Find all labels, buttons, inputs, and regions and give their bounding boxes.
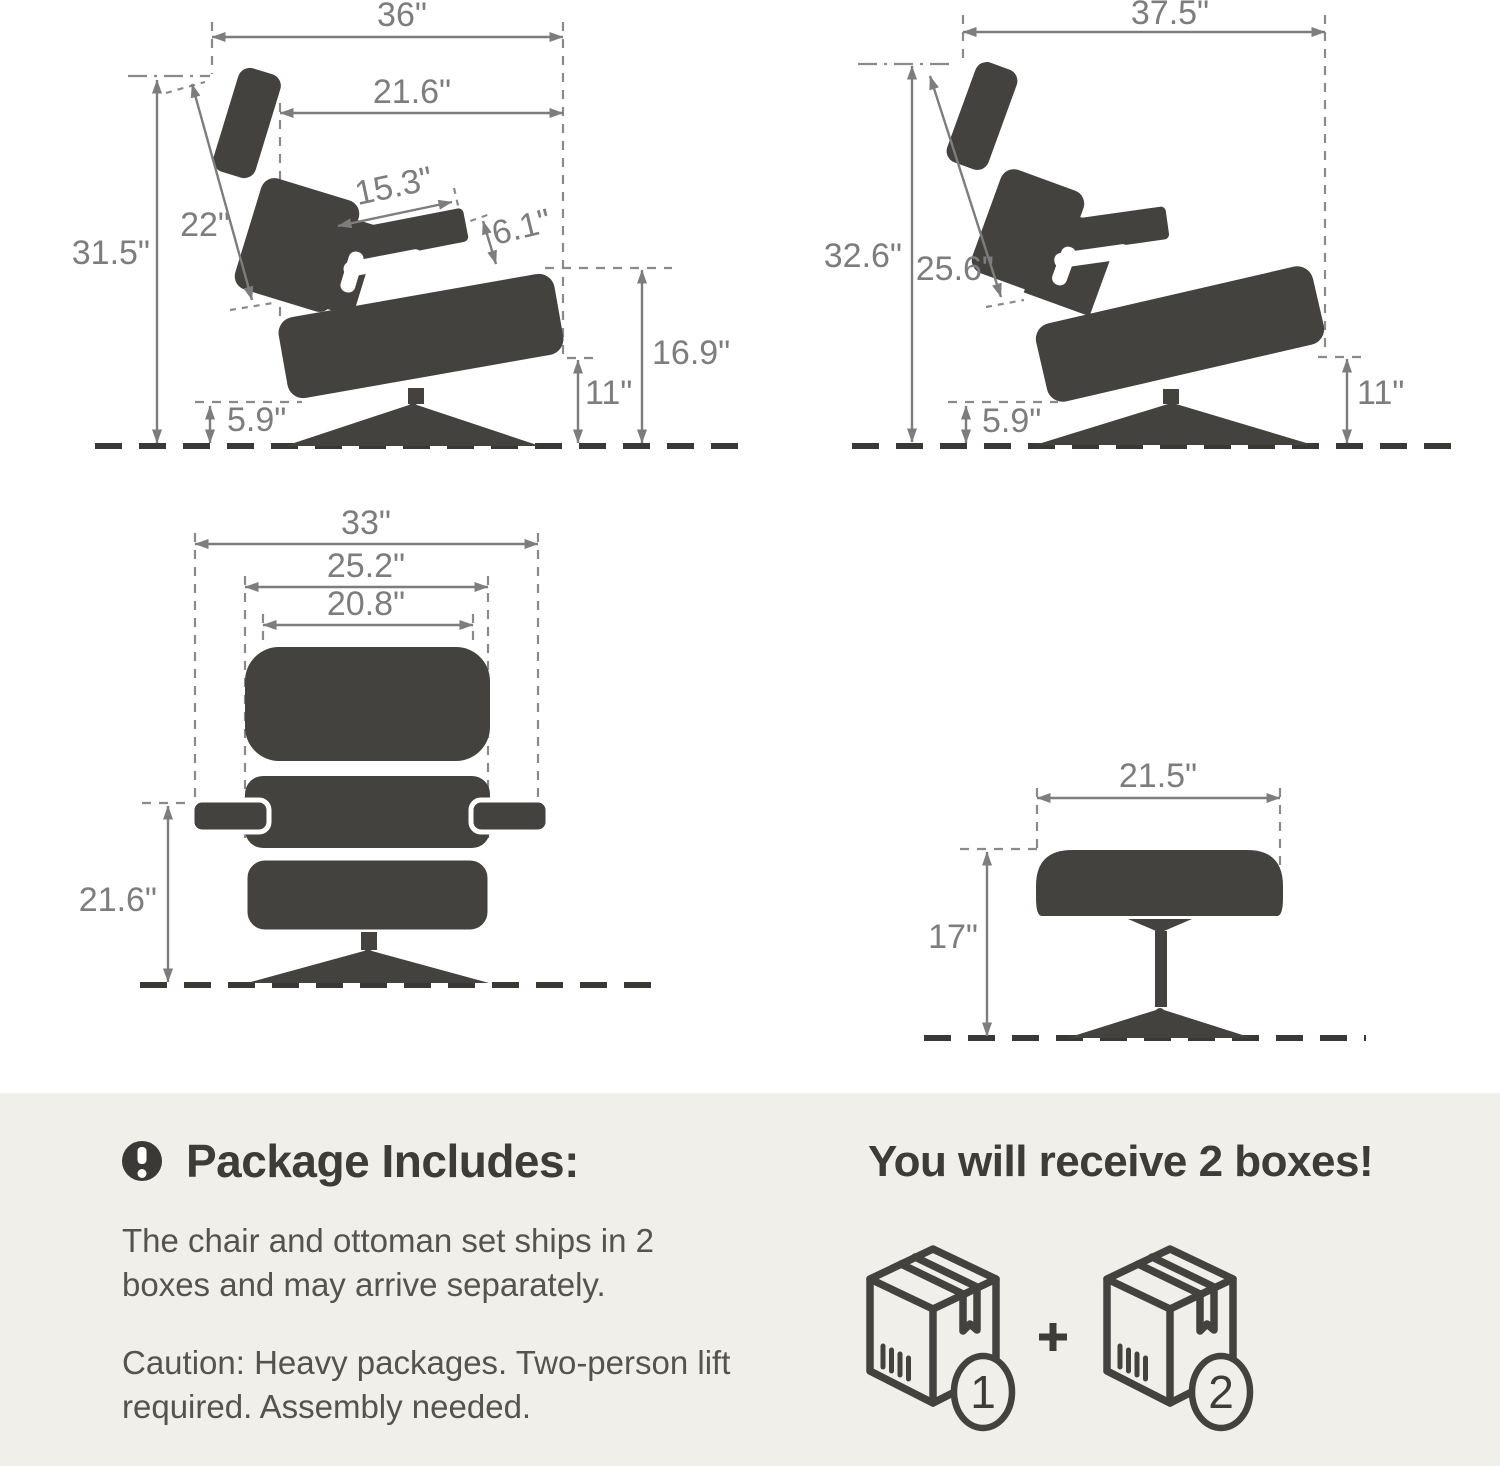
dim-armrest-length: 15.3"	[351, 159, 436, 213]
dim-backrest-width: 25.2"	[326, 547, 406, 585]
dim-base-height: 5.9"	[227, 401, 287, 439]
receive-boxes-heading: You will receive 2 boxes!	[868, 1137, 1374, 1186]
caution-paragraph: Caution: Heavy packages. Two-person lift required. Assembly needed.	[122, 1344, 731, 1425]
alert-icon	[122, 1141, 162, 1181]
swivel-base	[247, 950, 489, 984]
dim-ottoman-width: 21.5"	[1118, 757, 1198, 795]
dim-overall-width: 33"	[341, 504, 391, 542]
dim-overall-height: 31.5"	[71, 234, 150, 272]
dim-seat-back-height: 16.9"	[652, 334, 731, 372]
dim-backrest-to-seat-front: 21.6"	[372, 73, 452, 111]
shipping-note-paragraph: The chair and ottoman set ships in 2 boxes and may arrive separately.	[122, 1222, 654, 1303]
package-includes-heading: Package Includes:	[186, 1135, 579, 1187]
dim-cushion-width: 20.8"	[326, 585, 406, 623]
lounge-chair-reclined-silhouette	[943, 59, 1327, 445]
dim-seat-front-height: 11"	[585, 374, 633, 412]
lounge-chair-front-silhouette	[192, 647, 548, 983]
dim-armrest-height: 21.6"	[78, 881, 157, 919]
dim-backrest-length: 22"	[180, 206, 230, 244]
ottoman-silhouette	[1036, 850, 1283, 1038]
dim-armrest-above-seat: 6.1"	[487, 201, 555, 253]
ottoman-cushion	[1036, 850, 1283, 916]
dim-ottoman-height: 17"	[928, 918, 978, 956]
chair-front-view-diagram	[79, 504, 665, 985]
dim-backrest-length: 25.6"	[915, 250, 994, 288]
swivel-base	[285, 403, 540, 446]
dim-overall-depth: 37.5"	[1130, 0, 1210, 32]
chair-side-view-diagram	[72, 0, 752, 446]
dim-overall-depth: 36"	[377, 0, 427, 34]
box-1-number: 1	[970, 1366, 996, 1418]
dim-overall-height: 32.6"	[823, 237, 902, 275]
swivel-base	[1067, 1008, 1252, 1038]
box-2-number: 2	[1208, 1366, 1234, 1418]
ottoman-side-view-diagram	[924, 757, 1366, 1038]
chair-reclined-view-diagram	[824, 0, 1462, 446]
dim-base-height: 5.9"	[982, 402, 1042, 440]
lounge-chair-side-silhouette	[210, 65, 566, 446]
dim-seat-front-height: 11"	[1357, 374, 1405, 412]
swivel-base	[1035, 402, 1313, 445]
